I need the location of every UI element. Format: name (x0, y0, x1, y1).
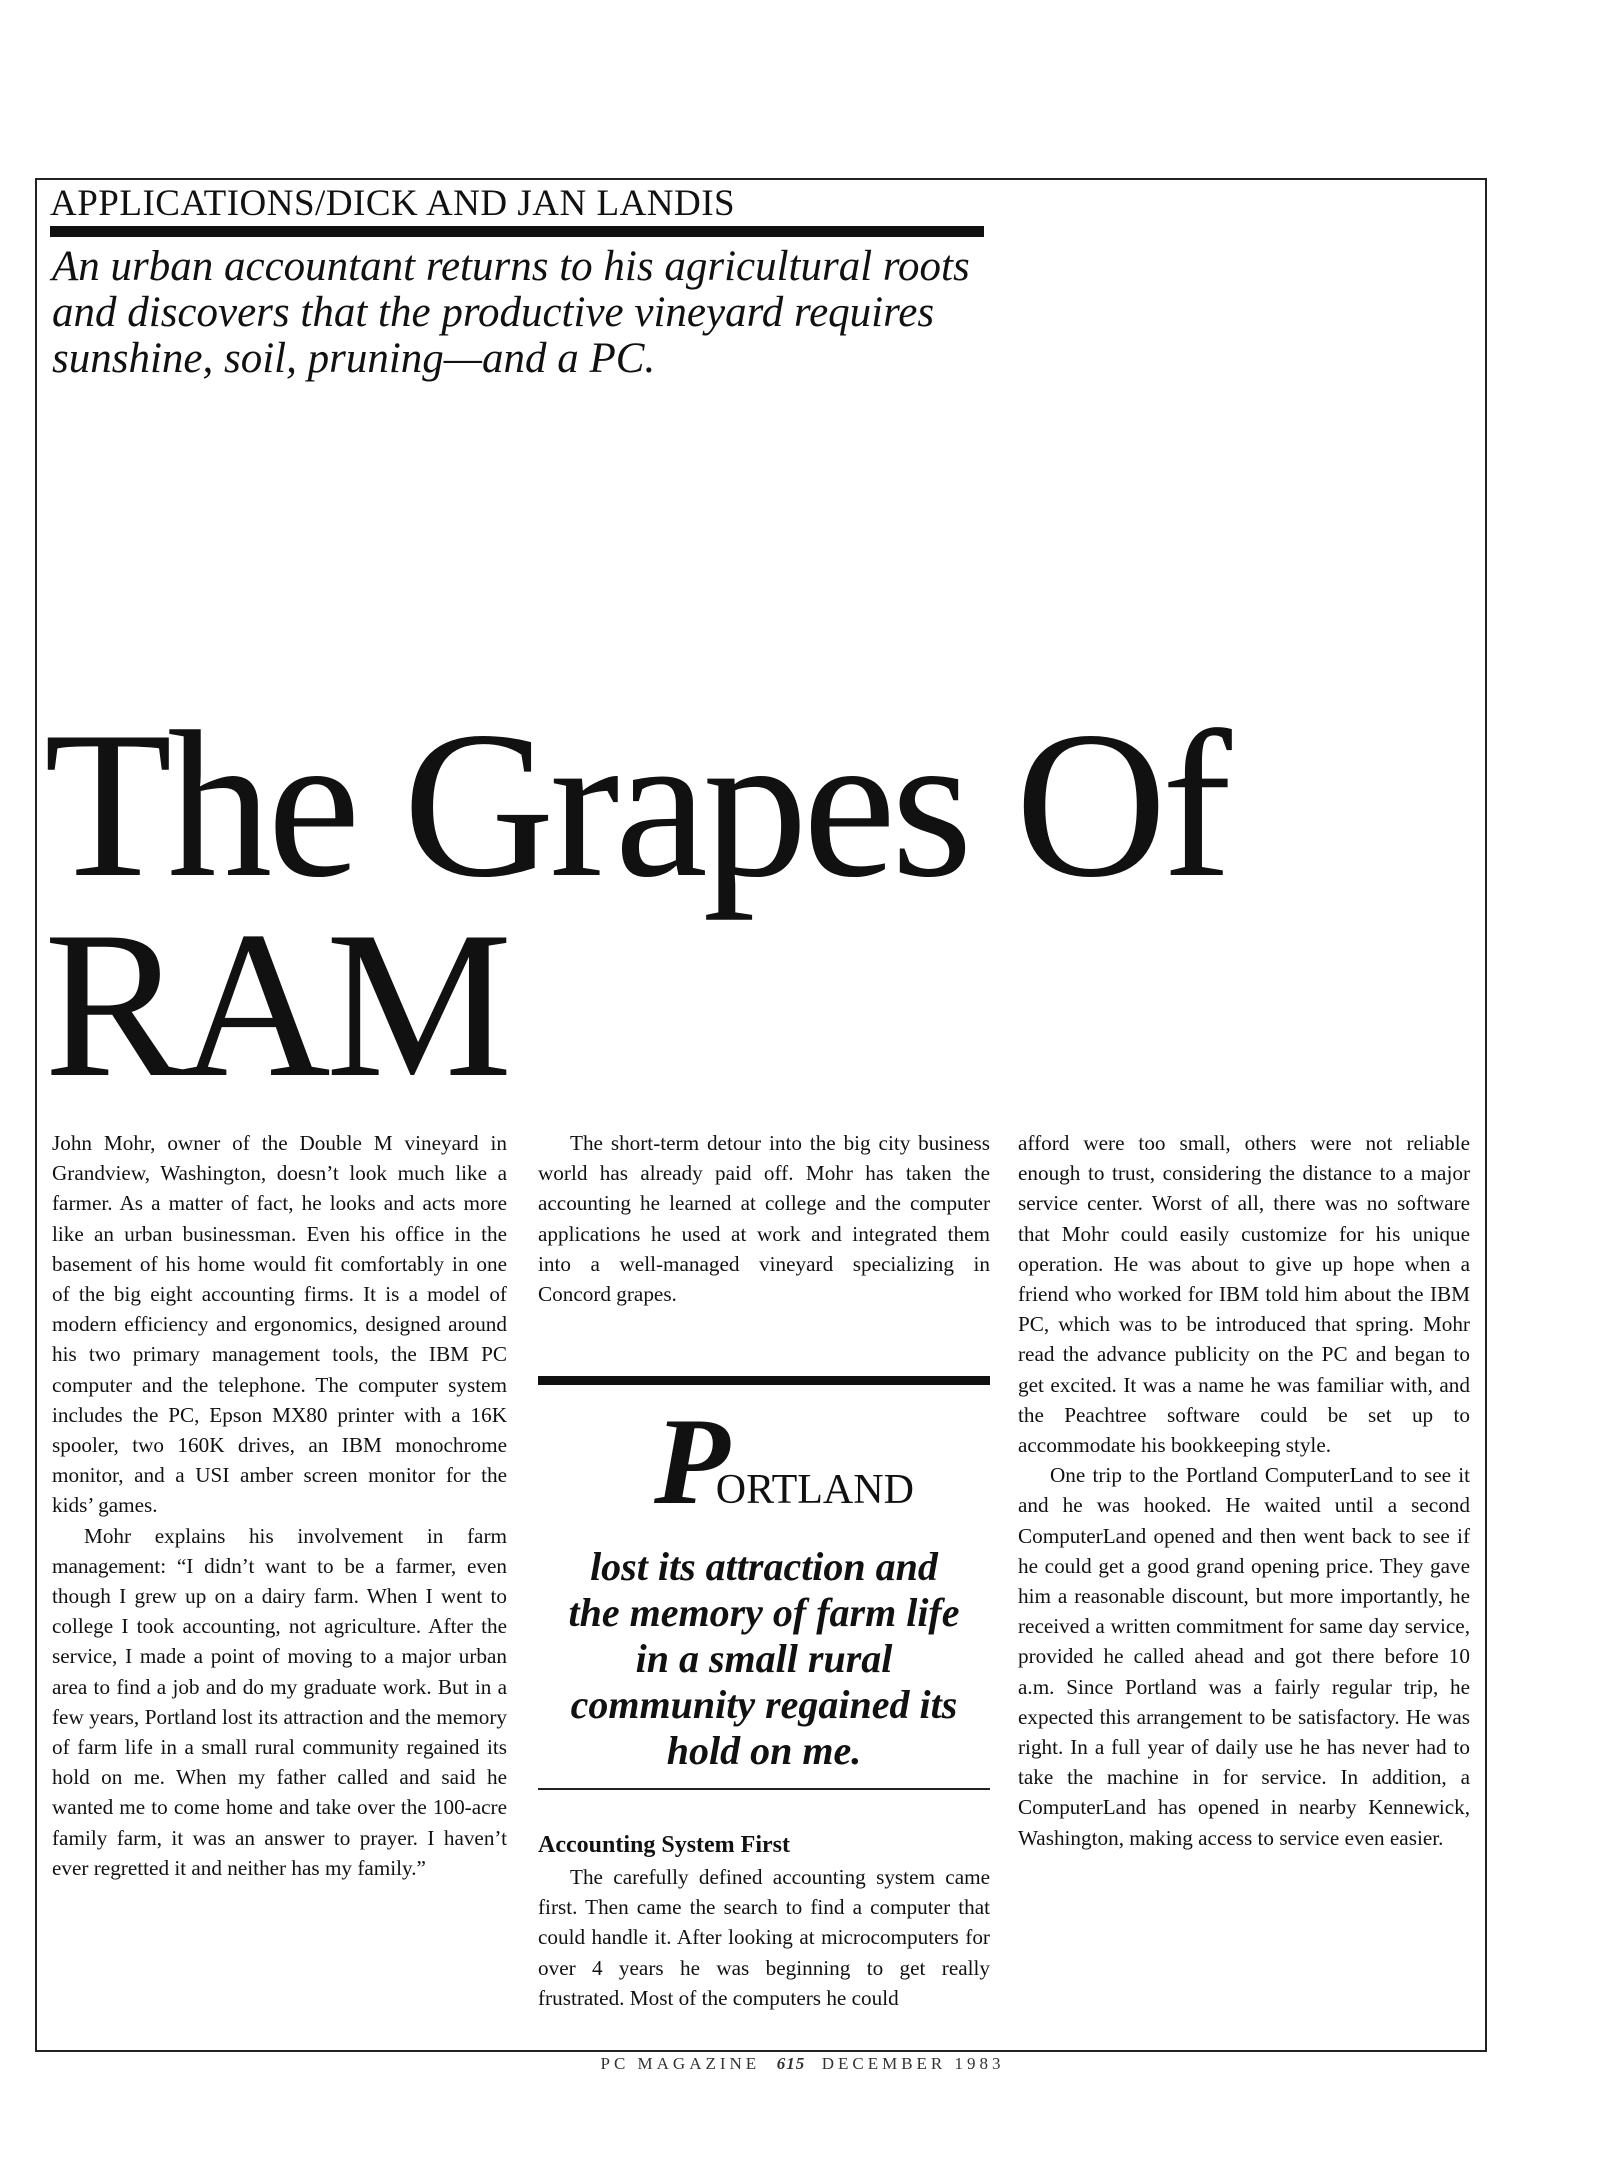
pullquote-line: in a small rural (635, 1636, 893, 1681)
article-column-2 (538, 1128, 990, 1309)
folio-magazine: PC MAGAZINE (600, 2054, 761, 2073)
paragraph: John Mohr, owner of the Double M vineyard in Grandview, Washington, doesn’t look much like a farmer. As a matter of fact, he looks and acts more like an urban businessman. Even his office in the basement of his home would fit comfortably in one of the big eight accounting firms. It is a model of modern efficiency and ergonomics, designed around his two primary management tools, the IBM PC computer and the telephone. The computer system includes the PC, Epson MX80 printer with a 16K spooler, two 160K drives, an IBM monochrome monitor, and a USI amber screen monitor for the kids’ games. (52, 1131, 507, 1518)
folio-date: DECEMBER 1983 (821, 2054, 1005, 2073)
pullquote-rule-top (538, 1376, 990, 1385)
paragraph: The short-term detour into the big city business world has already paid off. Mohr has taken the accounting he learned at college and the computer applications he used at work and integrated them into a well-managed vineyard specializing in Concord grapes. (538, 1131, 990, 1307)
pullquote-line: community regained its (570, 1682, 958, 1727)
pullquote-line: lost its attraction and (590, 1544, 938, 1589)
deck-line: An urban accountant returns to his agricultural roots (52, 243, 970, 290)
paragraph: afford were too small, others were not reliable enough to trust, considering the distance to a major service center. Worst of all, there was no software that Mohr could easily customize for his unique operation. He was about to give up hope when a friend who worked for IBM told him about the IBM PC, which was to be introduced that spring. Mohr read the advance publicity on the PC and began to get excited. It was a name he was familiar with, and the Peachtree software could be set up to accommodate his bookkeeping style. (1018, 1131, 1470, 1458)
pullquote (538, 1393, 990, 1774)
deck (52, 244, 1012, 382)
paragraph: One trip to the Portland ComputerLand to see it and he was hooked. He waited until a second ComputerLand opened and then went back to see if he could get a good grand opening price. They gave him a reasonable discount, but more importantly, he received a written commitment for same day service, provided he called ahead and got there before 10 a.m. Since Portland was a fairly regular trip, he expected this arrangement to be satisfactory. He was right. In a full year of daily use he has never had to take the machine in for service. In addition, a ComputerLand has opened in nearby Kennewick, Washington, making access to service even easier. (1018, 1463, 1470, 1850)
folio-page-number: 615 (776, 2054, 806, 2073)
department-rule (50, 226, 984, 237)
headline (44, 689, 1227, 1121)
department-label: APPLICATIONS/DICK AND JAN LANDIS (50, 183, 736, 224)
folio (0, 2054, 1605, 2074)
article-column-2-lower (538, 1828, 990, 2013)
pullquote-line: the memory of farm life (568, 1590, 960, 1635)
headline-line: The Grapes Of (44, 689, 1227, 921)
article-column-3 (1018, 1128, 1470, 1853)
section-subhead: Accounting System First (538, 1832, 790, 1858)
pullquote-first-word-rest: ORTLAND (715, 1467, 914, 1513)
pullquote-dropcap: P (654, 1393, 730, 1530)
deck-line: sunshine, soil, pruning—and a PC. (52, 335, 656, 382)
paragraph: Mohr explains his involvement in farm management: “I didn’t want to be a farmer, even though I grew up on a dairy farm. When I went to college I took accounting, not agriculture. After the service, I made a point of moving to a major urban area to find a job and do my graduate work. But in a few years, Portland lost its attraction and the memory of farm life in a small rural community regained its hold on me. When my father called and said he wanted me to come home and take over the 100-acre family farm, it was an answer to prayer. I haven’t ever regretted it and neither has my family.” (52, 1523, 507, 1880)
pullquote-rule-bottom (538, 1788, 990, 1790)
deck-line: and discovers that the productive vineyard requires (52, 289, 935, 336)
pullquote-line: hold on me. (666, 1728, 862, 1773)
pullquote-body (538, 1544, 990, 1774)
article-column-1 (52, 1128, 507, 1883)
paragraph: The carefully defined accounting system came first. Then came the search to find a computer that could handle it. After looking at microcomputers for over 4 years he was beginning to get really frustrated. Most of the computers he could (538, 1865, 990, 2010)
headline-line: RAM (44, 889, 508, 1121)
pullquote-first-word (578, 1393, 990, 1544)
